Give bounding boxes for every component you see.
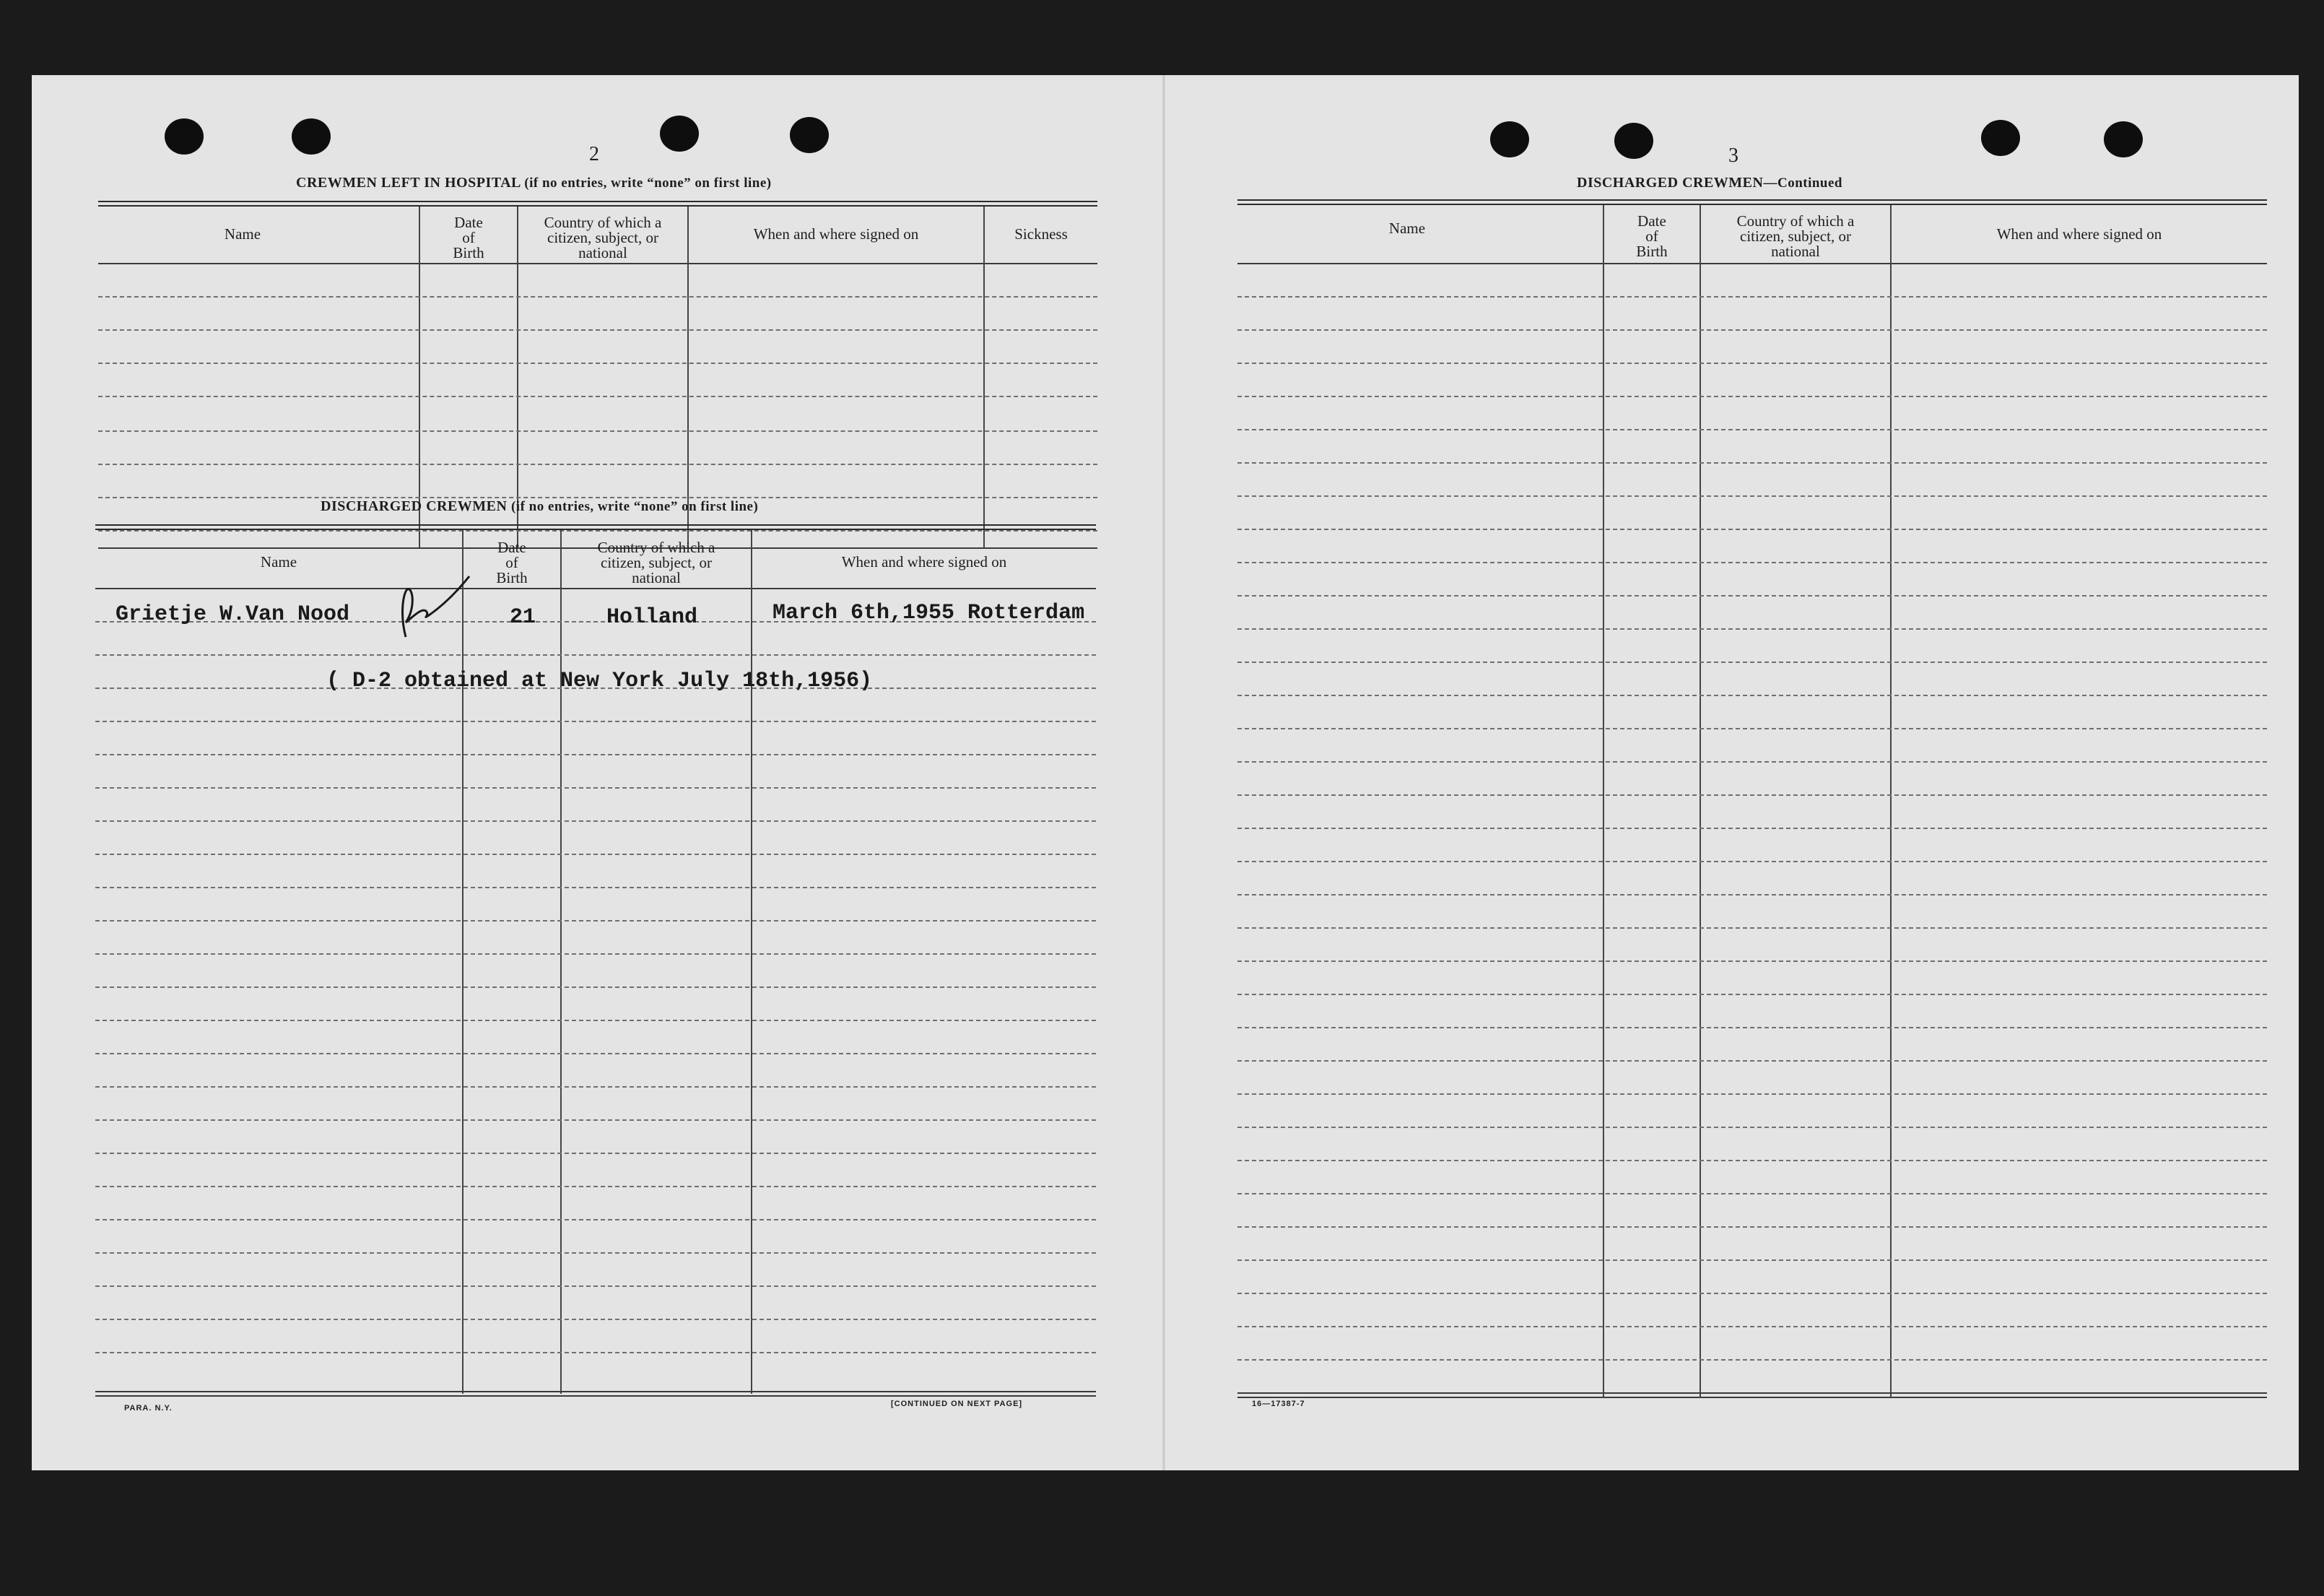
discharged-title-text: DISCHARGED CREWMEN: [321, 498, 508, 514]
punch-hole: [165, 118, 204, 155]
hospital-col-dob: Date of Birth: [453, 214, 484, 261]
page-number-left: 2: [589, 143, 599, 165]
entry-remark: ( D-2 obtained at New York July 18th,1956): [326, 669, 873, 693]
punch-hole: [1981, 120, 2020, 156]
discharged-table: [95, 524, 1096, 1397]
footer-right-page: 16—17387-7: [1252, 1400, 1305, 1408]
continued-col-signed: When and where signed on: [1996, 225, 2162, 243]
footer-continued: [CONTINUED ON NEXT PAGE]: [891, 1400, 1023, 1408]
discharged-section-title: [321, 498, 758, 515]
entry-country: Holland: [606, 605, 698, 630]
page-number-right: 3: [1728, 144, 1738, 167]
punch-hole: [1490, 121, 1529, 157]
handwritten-initials-mark: [393, 565, 479, 644]
discharged-col-signed: When and where signed on: [841, 553, 1007, 571]
discharged-col-country: Country of which a citizen, subject, or national: [597, 539, 715, 586]
hospital-col-signed: When and where signed on: [753, 225, 919, 243]
hospital-title-note: (if no entries, write “none” on first line): [524, 175, 772, 191]
hospital-title-text: CREWMEN LEFT IN HOSPITAL: [296, 175, 521, 191]
hospital-col-name: Name: [224, 225, 261, 243]
punch-hole: [292, 118, 331, 155]
punch-hole: [790, 117, 829, 153]
hospital-col-country: Country of which a citizen, subject, or national: [544, 214, 662, 261]
page-crease: [1162, 75, 1165, 1470]
discharged-continued-table: [1237, 199, 2267, 1400]
continued-col-dob: Date of Birth: [1636, 212, 1668, 260]
discharged-col-dob: Date of Birth: [496, 539, 528, 586]
entry-dob: 21: [510, 605, 536, 630]
continued-col-country: Country of which a citizen, subject, or national: [1736, 212, 1855, 260]
punch-hole: [2104, 121, 2143, 157]
continued-col-name: Name: [1388, 220, 1426, 237]
punch-hole: [1614, 123, 1653, 159]
entry-name: Grietje W.Van Nood: [116, 602, 350, 627]
footer-left-page: PARA. N.Y.: [124, 1404, 173, 1413]
entry-signed: March 6th,1955 Rotterdam: [773, 601, 1085, 625]
discharged-title-note: (if no entries, write “none” on first line): [510, 499, 759, 514]
discharged-col-name: Name: [260, 553, 297, 571]
document-page: [32, 75, 2299, 1470]
discharged-continued-title: DISCHARGED CREWMEN—Continued: [1577, 175, 1842, 191]
hospital-section-title: [296, 175, 772, 191]
punch-hole: [660, 116, 699, 152]
hospital-col-sickness: Sickness: [1014, 225, 1068, 243]
